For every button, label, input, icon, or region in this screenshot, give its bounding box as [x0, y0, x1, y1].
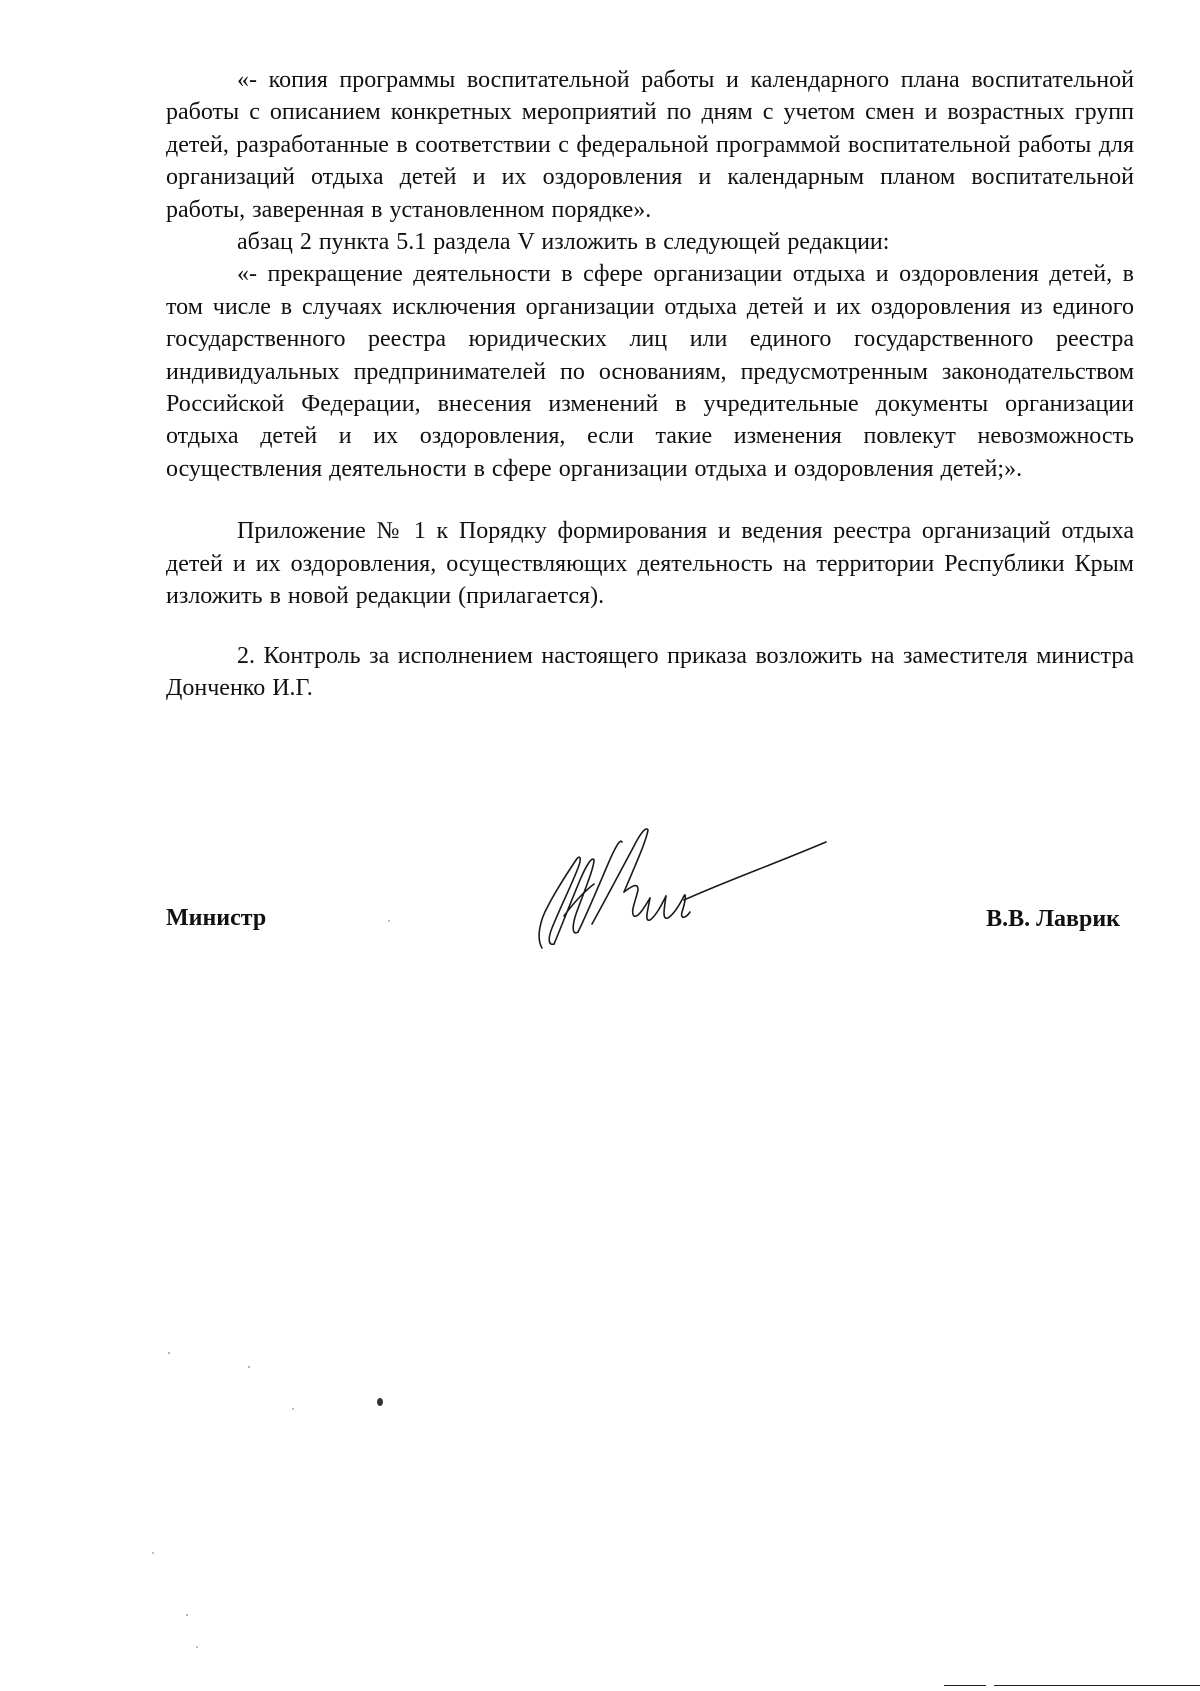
scan-speck	[292, 1408, 294, 1410]
scan-speck	[186, 1614, 188, 1616]
scan-speck	[248, 1366, 250, 1368]
scan-speck	[388, 920, 390, 922]
scan-speck	[196, 1646, 198, 1648]
document-body	[166, 64, 1134, 704]
paragraph-control: 2. Контроль за исполнением настоящего приказа возложить на заместителя министра Донченко И.Г.	[166, 642, 1134, 701]
signatory-title: Министр	[166, 905, 267, 931]
paragraph-program-copy: «- копия программы воспитательной работы и календарного плана воспитательной работы с описанием конкретных мероприятий по дням с учетом смен и возрастных групп детей, разработанные в соответствии с федеральной программой воспитательной работы для организаций отдыха детей и их оздоровления и календарным планом воспитательной работы, заверенная в установленном порядке».	[166, 67, 1134, 223]
paragraph-appendix: Приложение № 1 к Порядку формирования и ведения реестра организаций отдыха детей и их оздоровления, осуществляющих деятельность на территории Республики Крым изложить в новой редакции (прилагается).	[166, 518, 1134, 610]
scan-speck	[377, 1398, 383, 1406]
scan-speck	[168, 1352, 170, 1354]
paragraph-amendment-intro: абзац 2 пункта 5.1 раздела V изложить в следующей редакции:	[237, 229, 890, 256]
footer-rule	[994, 1685, 1200, 1686]
paragraph-termination: «- прекращение деятельности в сфере организации отдыха и оздоровления детей, в том числе в случаях исключения организации отдыха детей и их оздоровления из единого государственного реестра юридических лиц или единого государственного реестра индивидуальных предпринимателей по основаниям, предусмотренным законодательством Российской Федерации, внесения изменений в учредительные документы организации отдыха детей и их оздоровления, если такие изменения повлекут невозможность осуществления деятельности в сфере организации отдыха и оздоровления детей;».	[166, 261, 1134, 482]
signature-block	[166, 905, 1134, 945]
signatory-name: В.В. Лаврик	[986, 906, 1120, 932]
scan-speck	[152, 1552, 154, 1554]
footer-rule	[944, 1685, 986, 1686]
